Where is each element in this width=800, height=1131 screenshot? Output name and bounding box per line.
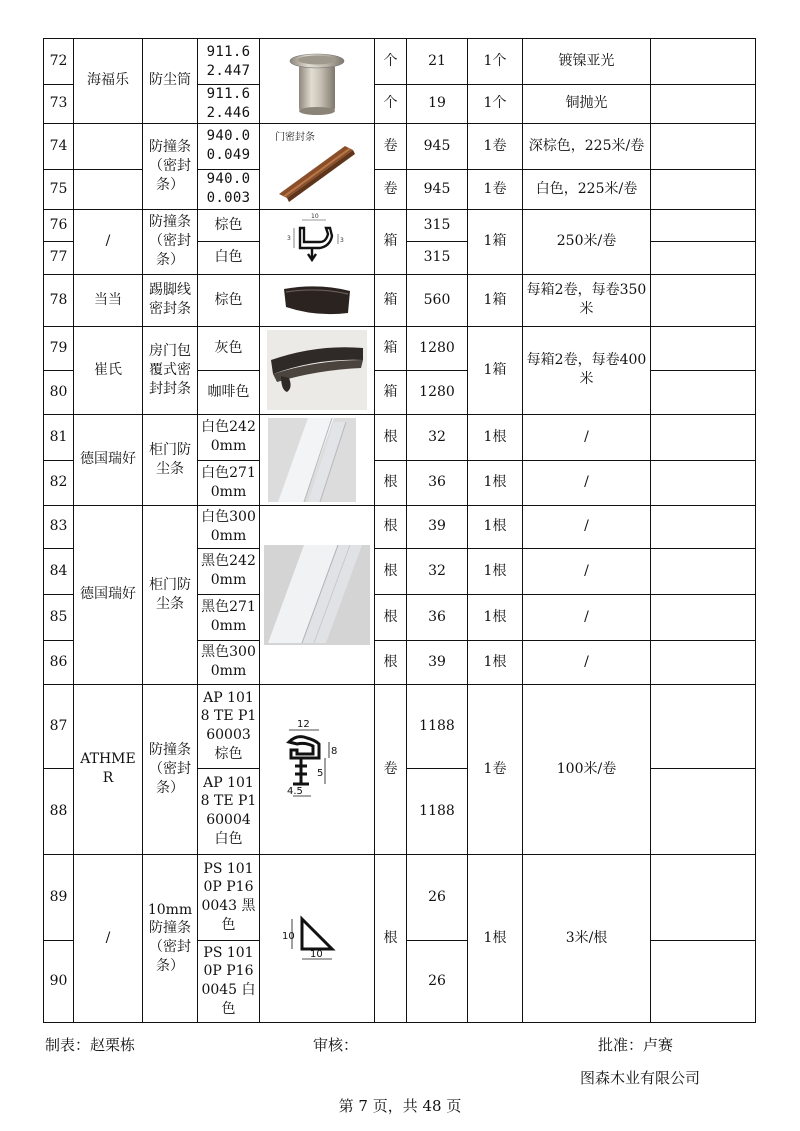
- unit-cell: 箱: [375, 370, 407, 414]
- row-number: 78: [44, 274, 74, 326]
- price-cell: 1280: [407, 326, 468, 370]
- photo-caption: 门密封条: [275, 132, 315, 144]
- row-number: 74: [44, 123, 74, 169]
- row-number: 80: [44, 370, 74, 414]
- row-number: 87: [44, 684, 74, 768]
- product-photo-cell: [260, 505, 375, 684]
- row-number: 84: [44, 548, 74, 594]
- product-name-cell: 柜门防尘条: [143, 414, 198, 505]
- blank-cell: [651, 169, 756, 209]
- price-cell: 36: [407, 460, 468, 505]
- unit-cell: 箱: [375, 326, 407, 370]
- product-name-cell: 防尘筒: [143, 39, 198, 124]
- product-photo-cell: [260, 326, 375, 414]
- product-name-cell: 房门包覆式密封封条: [143, 326, 198, 414]
- table-row: [44, 209, 756, 241]
- color-cell: 棕色: [198, 274, 260, 326]
- door-seal-photo: [271, 128, 363, 204]
- blank-cell: [651, 123, 756, 169]
- unit-cell: 根: [375, 460, 407, 505]
- price-cell: 32: [407, 548, 468, 594]
- spec-cell: 黑色2420mm: [198, 548, 260, 594]
- cup-body: [299, 65, 335, 111]
- dim-label-mid: 5: [317, 768, 324, 780]
- row-number: 75: [44, 169, 74, 209]
- price-cell: 39: [407, 505, 468, 548]
- brand-cell: 德国瑞好: [74, 414, 143, 505]
- skirting-seal-photo: [278, 277, 356, 323]
- dim-label-width: 10: [311, 212, 319, 220]
- color-cell: 咖啡色: [198, 370, 260, 414]
- spec-cell: 白色3000mm: [198, 505, 260, 548]
- blank-cell: [651, 854, 756, 940]
- dim-label-depth: 3: [340, 236, 344, 244]
- table-row: [44, 39, 756, 85]
- row-number: 82: [44, 460, 74, 505]
- unit-cell: 根: [375, 414, 407, 460]
- brand-cell: [74, 169, 143, 209]
- table-row: [44, 505, 756, 548]
- row-number: 81: [44, 414, 74, 460]
- qty-cell: 1根: [468, 854, 523, 1022]
- cup-base: [299, 107, 335, 115]
- price-cell: 1188: [407, 768, 468, 854]
- note-cell: 每箱2卷，每卷350米: [523, 274, 651, 326]
- page-number: 第 7 页，共 48 页: [338, 1097, 462, 1115]
- unit-cell: 根: [375, 640, 407, 684]
- qty-cell: 1个: [468, 39, 523, 85]
- dim-label-height: 3: [287, 234, 291, 242]
- unit-cell: 卷: [375, 169, 407, 209]
- company-name: 图森木业有限公司: [580, 1069, 701, 1087]
- unit-cell: 卷: [375, 684, 407, 854]
- row-number: 77: [44, 241, 74, 274]
- unit-cell: 箱: [375, 274, 407, 326]
- profile-drawing-cell: [260, 854, 375, 1022]
- row-number: 89: [44, 854, 74, 940]
- note-cell: /: [523, 505, 651, 548]
- unit-cell: 根: [375, 594, 407, 640]
- price-cell: 26: [407, 940, 468, 1022]
- corner-profile-shape: [302, 919, 332, 949]
- row-number: 83: [44, 505, 74, 548]
- product-photo-cell: [260, 39, 375, 124]
- note-cell: /: [523, 548, 651, 594]
- unit-cell: 根: [375, 505, 407, 548]
- blank-cell: [651, 39, 756, 85]
- table-row: [44, 326, 756, 370]
- row-number: 76: [44, 209, 74, 241]
- qty-cell: 1箱: [468, 209, 523, 274]
- approved-by: 批准：卢赛: [598, 1036, 674, 1054]
- product-name-cell: 柜门防尘条: [143, 505, 198, 684]
- row-number: 90: [44, 940, 74, 1022]
- model-code-cell: 940.00.049: [198, 123, 260, 169]
- spec-cell: 白色2710mm: [198, 460, 260, 505]
- note-cell: 3米/根: [523, 854, 651, 1022]
- price-cell: 32: [407, 414, 468, 460]
- qty-cell: 1根: [468, 505, 523, 548]
- dim-label-width: 10: [310, 949, 323, 961]
- blank-cell: [651, 505, 756, 548]
- dust-cup-photo: [277, 43, 357, 119]
- blank-cell: [651, 274, 756, 326]
- price-cell: 26: [407, 854, 468, 940]
- table-row: [44, 414, 756, 460]
- note-cell: /: [523, 640, 651, 684]
- profile-upper: [289, 737, 319, 758]
- dust-strip-white-photo: [268, 418, 356, 502]
- color-cell: 棕色: [198, 209, 260, 241]
- reviewed-by: 审核：: [313, 1036, 359, 1054]
- product-name-cell: 防撞条（密封条）: [143, 209, 198, 274]
- table-row: [44, 854, 756, 940]
- blank-cell: [651, 85, 756, 124]
- profile-drawing-cell: [260, 684, 375, 854]
- brand-cell: 当当: [74, 274, 143, 326]
- model-code-cell: 911.62.447: [198, 39, 260, 85]
- seal-profile-drawing: [282, 212, 352, 272]
- blank-cell: [651, 594, 756, 640]
- note-cell: 深棕色，225米/卷: [523, 123, 651, 169]
- qty-cell: 1箱: [468, 326, 523, 414]
- brand-cell: /: [74, 854, 143, 1022]
- price-cell: 315: [407, 209, 468, 241]
- blank-cell: [651, 940, 756, 1022]
- product-name-cell: 踢脚线密封条: [143, 274, 198, 326]
- cup-opening: [298, 55, 336, 64]
- spec-cell: 黑色3000mm: [198, 640, 260, 684]
- brand-cell: 海福乐: [74, 39, 143, 124]
- unit-cell: 根: [375, 548, 407, 594]
- price-cell: 945: [407, 123, 468, 169]
- note-cell: 镀镍亚光: [523, 39, 651, 85]
- unit-cell: 个: [375, 85, 407, 124]
- qty-cell: 1卷: [468, 123, 523, 169]
- row-number: 72: [44, 39, 74, 85]
- brand-cell: 崔氏: [74, 326, 143, 414]
- note-cell: 每箱2卷，每卷400米: [523, 326, 651, 414]
- note-cell: 250米/卷: [523, 209, 651, 274]
- product-photo-cell: [260, 123, 375, 209]
- dust-strip-photo: [264, 545, 370, 645]
- blank-cell: [651, 370, 756, 414]
- brand-cell: ATHMER: [74, 684, 143, 854]
- price-cell: 1188: [407, 684, 468, 768]
- product-price-table: [43, 38, 756, 1023]
- model-code-cell: PS 1010P P160045 白色: [198, 940, 260, 1022]
- product-name-cell: 防撞条（密封条）: [143, 684, 198, 854]
- dim-label-base: 4.5: [287, 786, 303, 798]
- note-cell: 100米/卷: [523, 684, 651, 854]
- price-cell: 19: [407, 85, 468, 124]
- unit-cell: 卷: [375, 123, 407, 169]
- brand-cell: 德国瑞好: [74, 505, 143, 684]
- price-cell: 945: [407, 169, 468, 209]
- product-name-cell: 防撞条（密封条）: [143, 123, 198, 209]
- table-row: [44, 123, 756, 169]
- model-code-cell: 911.62.446: [198, 85, 260, 124]
- blank-cell: [651, 548, 756, 594]
- qty-cell: 1根: [468, 548, 523, 594]
- profile-stem: [293, 758, 309, 784]
- blank-cell: [651, 209, 756, 241]
- blank-cell: [651, 684, 756, 768]
- row-number: 86: [44, 640, 74, 684]
- color-cell: 白色: [198, 241, 260, 274]
- blank-cell: [651, 241, 756, 274]
- price-cell: 39: [407, 640, 468, 684]
- wrap-seal-photo: [267, 330, 367, 410]
- prepared-by: 制表：赵栗栋: [45, 1036, 136, 1054]
- seal-barb: [308, 248, 316, 260]
- qty-cell: 1根: [468, 414, 523, 460]
- color-cell: 灰色: [198, 326, 260, 370]
- model-code-cell: 940.00.003: [198, 169, 260, 209]
- spec-cell: 黑色2710mm: [198, 594, 260, 640]
- qty-cell: 1卷: [468, 684, 523, 854]
- blank-cell: [651, 414, 756, 460]
- price-cell: 36: [407, 594, 468, 640]
- model-code-cell: PS 1010P P160043 黑色: [198, 854, 260, 940]
- row-number: 85: [44, 594, 74, 640]
- qty-cell: 1卷: [468, 169, 523, 209]
- price-cell: 315: [407, 241, 468, 274]
- product-photo-cell: [260, 414, 375, 505]
- seal-strip-shadow: [287, 150, 355, 202]
- brand-cell: [74, 123, 143, 169]
- model-code-cell: AP 1018 TE P160003 棕色: [198, 684, 260, 768]
- blank-cell: [651, 768, 756, 854]
- table-row: [44, 274, 756, 326]
- qty-cell: 1根: [468, 594, 523, 640]
- price-cell: 560: [407, 274, 468, 326]
- table-row: [44, 684, 756, 768]
- note-cell: 白色，225米/卷: [523, 169, 651, 209]
- model-code-cell: AP 1018 TE P160004 白色: [198, 768, 260, 854]
- note-cell: 铜抛光: [523, 85, 651, 124]
- dim-label-height: 8: [331, 746, 338, 758]
- dim-label-width: 12: [297, 719, 310, 731]
- price-cell: 1280: [407, 370, 468, 414]
- qty-cell: 1箱: [468, 274, 523, 326]
- blank-cell: [651, 640, 756, 684]
- profile-drawing-cell: [260, 209, 375, 274]
- spec-cell: 白色2420mm: [198, 414, 260, 460]
- row-number: 79: [44, 326, 74, 370]
- price-cell: 21: [407, 39, 468, 85]
- seal-strip-highlight: [283, 148, 351, 197]
- note-cell: /: [523, 414, 651, 460]
- seal-profile-shape: [300, 228, 332, 248]
- product-photo-cell: [260, 274, 375, 326]
- row-number: 88: [44, 768, 74, 854]
- blank-cell: [651, 326, 756, 370]
- unit-cell: 根: [375, 854, 407, 1022]
- brand-cell: /: [74, 209, 143, 274]
- qty-cell: 1根: [468, 460, 523, 505]
- athmer-profile-drawing: [267, 714, 367, 824]
- corner-profile-drawing: [272, 893, 362, 983]
- row-number: 73: [44, 85, 74, 124]
- qty-cell: 1个: [468, 85, 523, 124]
- dim-label-height: 10: [282, 931, 295, 943]
- product-name-cell: 10mm防撞条（密封条）: [143, 854, 198, 1022]
- note-cell: /: [523, 594, 651, 640]
- note-cell: /: [523, 460, 651, 505]
- qty-cell: 1根: [468, 640, 523, 684]
- blank-cell: [651, 460, 756, 505]
- unit-cell: 箱: [375, 209, 407, 274]
- unit-cell: 个: [375, 39, 407, 85]
